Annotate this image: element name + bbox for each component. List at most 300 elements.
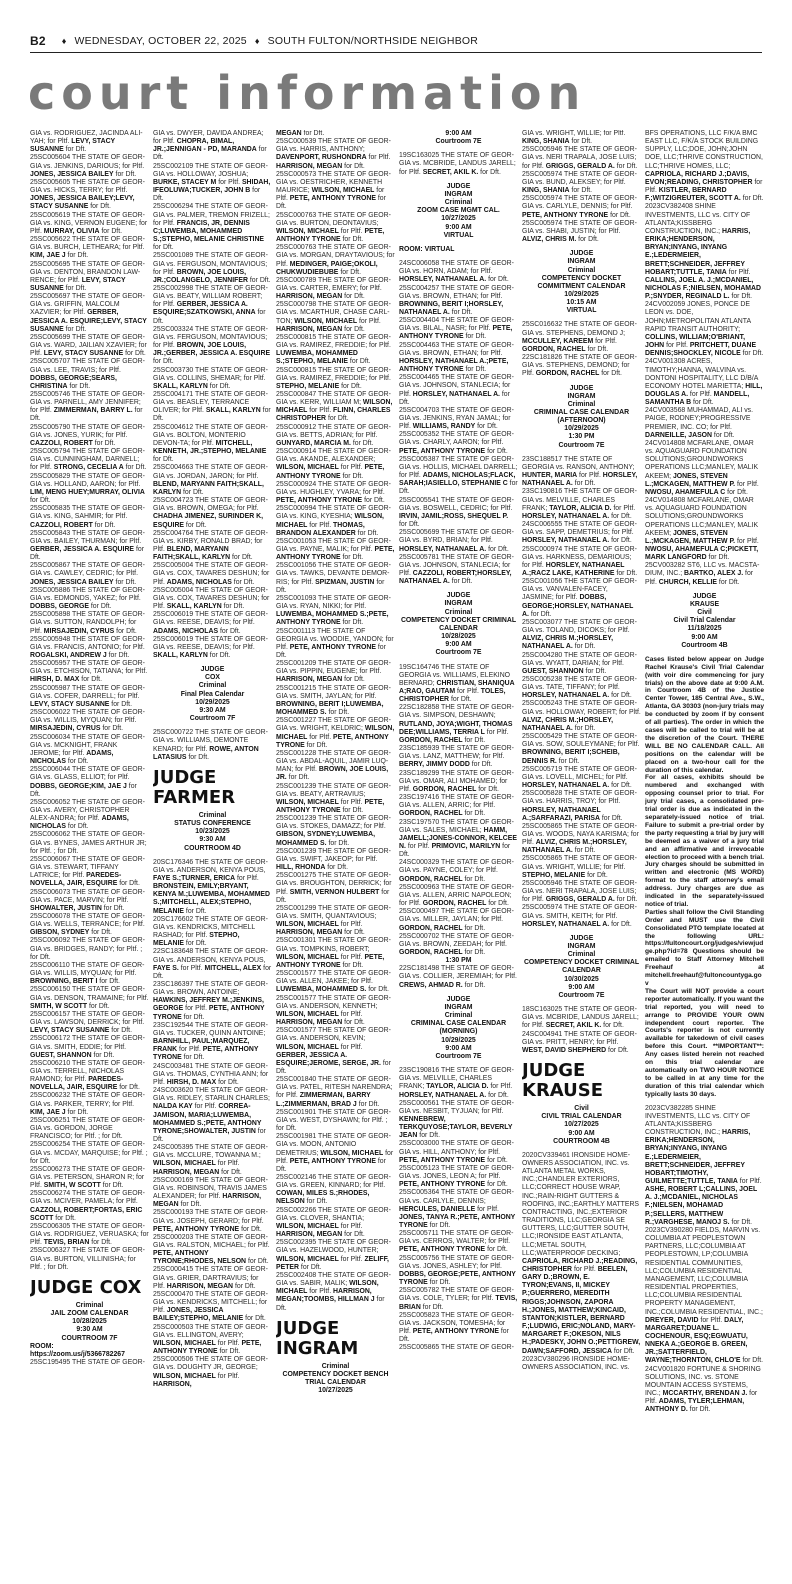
party-role: for Dft. — [231, 578, 255, 586]
party-role: for Pltf. — [577, 472, 603, 480]
case-text: 25SC001215 THE STATE OF GEOR-GIA vs. SMITH, JAYLAN; for Pltf. — [276, 684, 391, 700]
attorney-names: CAZZOLI, ROBERT — [30, 439, 93, 447]
party-role: for Dft. — [117, 880, 140, 888]
attorney-names: GERBER, JESSICA A. ESQUIRE;LEVY, STACY SUSANNE — [30, 309, 147, 333]
attorney-names: HORSLEY, NATHANAEL A. — [399, 276, 487, 284]
calendar-heading-line: 10/28/2025 — [441, 633, 476, 641]
party-role: for Dft. — [342, 929, 365, 937]
case-entry — [30, 856, 149, 889]
attorney-names: ADAMS, NICHOLAS — [30, 815, 129, 831]
case-text: 25SC005756 THE STATE OF GEOR-GIA vs. JONES, ASHLEY; for Pltf. — [399, 1254, 514, 1270]
case-entry — [30, 448, 149, 472]
case-entry — [276, 562, 395, 595]
attorney-names: SKALL, KARLYN — [153, 382, 208, 390]
attorney-names: GORDON, RACHEL — [412, 785, 477, 793]
party-role: for Dft. — [342, 293, 365, 301]
party-role: for Pltf. — [215, 1339, 242, 1347]
case-text: 25SC005946 THE STATE OF GEOR-GIA vs. NERI TRAPALA, JOSE LUIS; for Pltf. — [522, 146, 637, 170]
case-text: 25SC006092 THE STATE OF GEOR-GIA vs. BRIDGES, RANDY; for Pltf. ; for Dft. — [30, 937, 145, 961]
case-text: 25SC004663 THE STATE OF GEOR-GIA vs. JORDAN, JARON; for Pltf. — [153, 464, 268, 480]
party-role: for Pltf. — [215, 1160, 240, 1168]
attorney-names: SHOWALTER, JUSTIN — [30, 904, 102, 912]
attorney-names: JONES, STEVEN L.;MCKAGEN, MATTHEW P. — [645, 472, 736, 488]
calendar-heading-line: 10/27/2025 — [441, 215, 476, 223]
attorney-names: ROOM: VIRTUAL — [399, 245, 455, 253]
case-text: 25SC005829 THE STATE OF GEOR-GIA vs. HOLLAND, AARON; for Pltf. — [30, 472, 145, 488]
attorney-names: TOLES, CHRISTOPHER — [399, 688, 506, 704]
party-role: for Dft. — [706, 554, 730, 562]
party-role: for Pltf. — [484, 728, 509, 736]
calendar-heading-line: Criminal — [444, 608, 473, 616]
case-entry — [399, 933, 518, 957]
attorney-names: WILSON, MICHAEL — [276, 464, 339, 472]
case-text: 25SC001275 THE STATE OF GEOR-GIA vs. BROUGHTON, DERRICK; for Pltf. — [276, 872, 392, 896]
case-entry — [153, 203, 272, 252]
attorney-names: WILSON, MICHAEL — [276, 1043, 339, 1051]
case-entry — [153, 163, 272, 204]
party-role: for Dft. — [326, 839, 350, 847]
case-text: 24CV003568 MUHAMMAD, ALI vs. PAIGE, RODNEY;PROGRESSIVE PREMIER, INC. CO; for Pltf. — [645, 407, 753, 431]
case-text: 2023CV390280 FIELDS, MARVIN vs. COLUMBIA AT PEOPLESTOWN PARTNERS, LLC;COLUMBIA AT PEOPLESTOWN, LP;COLUMBIA RESIDENTIAL COMMUNITIES, LLC;COLUMBIA RESIDENTIAL MANAGEMENT, LLC;COLUMBIA RESIDENTIAL PROPERTIES, LLC;COLUMBIA RESIDENTIAL PROPERTY MANAGEMENT, INC.;COLUMBIA RESIDENTIAL, INC.; — [645, 1226, 763, 1316]
attorney-names: BROWNING, BERIT I;LUWEMBA, MOHAMMED S. — [276, 700, 384, 717]
party-role: for Dft. — [340, 806, 364, 814]
case-text: 23SC190816 THE STATE OF GEOR-GIA vs. MELVILLE, CHARLES FRANK; — [399, 1067, 514, 1091]
case-text: 25SC005987 THE STATE OF GEOR-GIA vs. COFER, DARRELL; for Pltf. — [30, 684, 145, 700]
party-role: for Pltf. — [688, 391, 714, 398]
party-role: for Dft. — [476, 785, 499, 793]
party-role: for Dft. — [342, 676, 365, 684]
party-role: for Dft. — [583, 667, 607, 675]
case-entry — [522, 676, 641, 700]
case-text: 24CV014808 MCFARLANE, OMAR vs. AQUAGUARD FOUNDATION SOLUTIONS;GROUNDWORKS OPERATIONS LLC;MANLEY, MALIK AKEEM; — [645, 439, 759, 480]
calendar-heading-line: Civil — [574, 1105, 589, 1113]
case-entry — [399, 1165, 518, 1189]
case-text: 25SC005790 THE STATE OF GEOR-GIA vs. JONES, YURIK; for Pltf. — [30, 423, 145, 439]
attorney-names: SMITH, W SCOTT — [30, 1002, 88, 1010]
attorney-names: CAZZOLI, ROBERT;HORSLEY, NATHANAEL A. — [399, 569, 512, 586]
case-text: 24SC003620 THE STATE OF GEOR-GIA vs. RIDLEY, STARLIN CHARLES; — [153, 1087, 270, 1103]
attorney-names: HILL, RHONDA — [276, 864, 326, 872]
case-entry — [399, 1312, 518, 1345]
calendar-heading-line: 10/29/2025 — [564, 290, 599, 298]
party-role: for Dft. — [53, 1214, 76, 1222]
party-role: for Dft. — [725, 488, 748, 496]
case-text: 24CV014808 MCFARLANE, OMAR vs. AQUAGUARD FOUNDATION SOLUTIONS;GROUNDWORKS OPERATIONS LLC;MANLEY, MALIK AKEEM; — [645, 497, 759, 537]
attorney-names: HORSLEY, NATHANAEL A. — [522, 692, 610, 700]
attorney-names: GUNYARD, MARCIA M. — [276, 439, 351, 447]
case-text: 25SC005974 THE STATE OF GEOR-GIA vs. SHABI, JUSTIN; for Pltf. — [522, 219, 637, 235]
case-text: 25SC004764 THE STATE OF GEOR-GIA vs. KIRBY, RONALD BRAD; for Pltf. — [153, 529, 268, 553]
attorney-names: GORDON, RACHEL — [399, 924, 463, 932]
party-role: for Pltf. — [664, 342, 690, 350]
attorney-names: GORDON, RACHEL — [422, 900, 487, 908]
party-role: for Pltf. — [307, 521, 334, 529]
party-role: for Dft. — [449, 308, 473, 316]
case-text: 25SC003324 THE STATE OF GEOR-GIA vs. FERGUSON, MONTAVIOUS; for Pltf. — [153, 325, 268, 350]
party-role: for Pltf. — [338, 464, 365, 472]
case-entry — [399, 1189, 518, 1230]
attorney-names: KIM, JAE J — [30, 1108, 66, 1116]
party-role: for Dft. — [247, 276, 271, 284]
attorney-names: WILSON, MICHAEL — [153, 1372, 216, 1380]
party-role: for Dft. — [340, 554, 364, 562]
attorney-names: BRONSTEIN, EMILY;BRYANT, KENYA M.;LUWEMBA, MOHAMMED S.;MITCHELL, ALEX;STEPHO, MELANIE — [153, 883, 271, 915]
party-role: for Dft. — [355, 529, 379, 537]
case-entry — [30, 766, 149, 799]
attorney-names: CORREA-JAMISON, MARIA;LUWEMBA, MOHAMMED S.;PETE, ANTHONY TYRONE;SHOWALTER, JUSTIN — [153, 1103, 262, 1135]
case-text: 25SC005898 THE STATE OF GEOR-GIA vs. SUTTON, RANDOLPH; for Pltf. — [30, 611, 145, 635]
case-entry — [30, 1247, 149, 1271]
case-entry — [276, 595, 395, 628]
case-text: 25SC005946 THE STATE OF GEOR-GIA vs. NERI TRAPALA, JOSE LUIS; for Pltf. — [522, 879, 637, 904]
case-text: 25SC005865 THE STATE OF GEOR-GIA vs. WOODS, NAYA KARISMA; for Pltf. — [522, 822, 639, 847]
calendar-heading-line: COMPETENCY DOCKET CRIMINAL CALENDAR — [523, 959, 640, 975]
attorney-names: SMITH, VERNON HULBERT — [289, 888, 380, 896]
calendar-heading-line: Civil Trial Calendar — [673, 617, 736, 625]
case-entry — [522, 1356, 641, 1372]
party-role: for Pltf. — [307, 733, 334, 741]
case-text: 25SC003730 THE STATE OF GEOR-GIA vs. COLLINS, SHEMAR; for Pltf. — [153, 366, 268, 382]
party-role: for Dft. — [92, 439, 116, 447]
case-text: 24SC006555 THE STATE OF GEOR-GIA vs. SAPP, DEMETRIUS; for Pltf. — [522, 521, 637, 537]
attorney-names: HARRISON, MEGAN — [276, 929, 343, 937]
case-text: 25SC006052 THE STATE OF GEOR-GIA vs. AVERY, CHRISTOPHER ALEX-ANDRA; for Pltf. — [30, 798, 145, 823]
case-entry — [30, 1117, 149, 1141]
party-role: for Pltf. — [276, 1149, 394, 1165]
attorney-names: WILSON, MICHAEL — [311, 187, 375, 195]
case-text: 25SC001209 THE STATE OF GEOR-GIA vs. PIPPIN, EUGENE; for Pltf. — [276, 660, 391, 676]
party-role: for Pltf. — [216, 178, 242, 186]
attorney-names: COWAN, MILES S.;RHODES, NELSON — [276, 1190, 370, 1206]
attorney-names: HAMM, JAMELL;JONES-CONNOR, KELCEE N. — [399, 826, 517, 850]
party-role: for Dft. — [687, 1406, 711, 1414]
attorney-names: PETE, ANTHONY TYRONE — [276, 227, 385, 244]
calendar-heading-line: 10/30/2025 — [564, 975, 599, 983]
party-role: for Dft. — [88, 603, 112, 611]
case-text: 25SC005605 THE STATE OF GEOR-GIA vs. HICKS, TERRY; for Pltf. — [30, 178, 145, 195]
attorney-names: DARNEILLE, JASON — [645, 431, 712, 439]
case-entry — [30, 937, 149, 961]
calendar-heading-line: Criminal — [567, 400, 596, 408]
party-role: for Dft. — [350, 439, 374, 447]
calendar-heading-line: Criminal — [321, 1362, 350, 1370]
calendar-heading-line: 10/29/2025 — [564, 425, 599, 433]
party-role: for Dft. — [219, 1168, 242, 1176]
attorney-names: LIM, MENG HUEY;MURRAY, OLIVIA — [30, 488, 145, 496]
calendar-heading-line: Final Plea Calendar — [180, 690, 245, 698]
case-entry — [30, 734, 149, 767]
case-entry — [645, 497, 764, 562]
case-text: 25SC005352 THE STATE OF GEOR-GIA vs. CHARLY, AARON; for Pltf. — [399, 431, 514, 447]
case-entry — [276, 138, 395, 171]
attorney-names: HARRISON, — [153, 1380, 192, 1388]
party-role: for Dft. — [207, 652, 231, 659]
attorney-names: SKALL, KARLYN — [166, 603, 222, 611]
attorney-names: PAREDES-NOVELLA, JAIR, ESQUIRE — [30, 872, 122, 888]
attorney-names: IRVIN, JAMIL;ROSS, SHEQUEL P. — [399, 512, 509, 520]
attorney-names: WILSON, MICHAEL — [153, 1160, 216, 1168]
party-role: for Dft. — [153, 244, 174, 252]
case-text: 25SC005604 THE STATE OF GEOR-GIA vs. JENKINS, DARIOUS; for Pltf. — [30, 154, 145, 170]
attorney-names: HARRISON, MEGAN — [276, 1231, 343, 1239]
attorney-names: TEVIS, BRIAN — [43, 1239, 90, 1247]
attorney-names: LUWEMBA, MOHAMMED S. — [276, 986, 367, 994]
case-entry — [30, 473, 149, 506]
calendar-heading-line: COURTROOM 4D — [184, 844, 241, 852]
attorney-names: WILLIAMS, RANDY — [412, 423, 476, 431]
calendar-heading-line: COMPETENCY DOCKET COMMITMENT CALENDAR — [537, 274, 626, 290]
calendar-heading-line: 1:30 PM — [445, 957, 472, 965]
calendar-heading-line: COMPETENCY DOCKET CRIMINAL CALENDAR — [400, 616, 517, 632]
party-role: for Dft. — [153, 187, 261, 203]
party-role: for Dft. — [585, 345, 609, 353]
attorney-names: KING, SHANIA — [522, 138, 570, 146]
case-entry — [153, 424, 272, 465]
calendar-heading-line: 10/29/2025 — [441, 1036, 476, 1044]
case-entry — [30, 530, 149, 563]
diamond-icon: ♦ — [254, 36, 260, 46]
party-role: for Dft. — [233, 1282, 256, 1290]
case-text: 25SC006034 THE STATE OF GEOR-GIA vs. MCKNIGHT, FRANK JEROME; for Pltf. — [30, 733, 145, 757]
case-text: 25SC001577 THE STATE OF GEOR-GIA vs. ANDERSON, KEVIN; — [276, 1027, 391, 1043]
party-role: for Pltf. — [338, 1222, 363, 1230]
case-text: BFS OPERATIONS, LLC F/K/A BMC EAST LLC, F/K/A STOCK BUILDING SUPPLY, LLC;DOE, JOHN;JOHN DOE, LLC;THRIVE CONSTRUCTION, LLC;THRIVE HOMES, LLC; — [645, 130, 763, 170]
case-text: 25SC001056 THE STATE OF GEOR-GIA vs. VANVALEN-FACEY, JASMINE; for Pltf. — [522, 578, 637, 602]
attorney-names: PETE, ANTHONY TYRONE — [153, 1339, 262, 1356]
attorney-names: GERBER, JESSICA A. ESQUIRE;SZATKOWSKI, ANNA — [153, 301, 256, 317]
party-role: for Dft. — [342, 1231, 365, 1239]
attorney-names: STEPHO, MELANIE — [153, 932, 240, 948]
party-role: for Dft. — [462, 949, 486, 956]
party-role: for Pltf. — [338, 1010, 363, 1018]
calendar-heading-line: 10/27/2025 — [318, 1387, 353, 1395]
case-entry — [153, 1022, 272, 1063]
column-4 — [399, 130, 518, 1570]
case-text: GIA vs. WRIGHT, WILLIE; for Pltf. — [522, 130, 626, 137]
party-role: for Pltf. — [611, 504, 636, 512]
case-entry — [399, 246, 518, 254]
case-text: 25SC000994 THE STATE OF GEOR-GIA vs. KING, KYESHIA; — [276, 505, 391, 521]
attorney-names: CALLINS, JOEL A. J.;MCDANIEL, NICHOLAS F.;NIELSEN, MOHAMAD P.;SNYDER, REGINALD L. — [645, 276, 761, 301]
party-role: for Dft. — [113, 170, 137, 178]
case-text: 25SC000815 THE STATE OF GEOR-GIA vs. RAMIREZ, FREDDIE; for Pltf. — [276, 333, 391, 350]
case-entry — [522, 578, 641, 619]
calendar-heading-line: JUDGE — [446, 995, 471, 1003]
case-text: 20SC176346 THE STATE OF GEOR-GIA vs. ANDERSON, KENYA POUS, — [153, 858, 268, 874]
attorney-names: BROWNING, BERIT I;HORSLEY, NATHANAEL A. — [399, 300, 504, 316]
judge-heading: JUDGE KRAUSE — [522, 1060, 604, 1102]
party-role: for Dft. — [117, 1084, 140, 1092]
case-entry — [153, 285, 272, 326]
party-role: for Dft. — [298, 1263, 322, 1271]
attorney-names: PAREDES-NOVELLA, JAIR, ESQUIRE — [30, 1076, 124, 1092]
judge-heading: JUDGE COX — [30, 1276, 142, 1298]
case-entry — [153, 859, 272, 916]
party-role: for Pltf. — [183, 1005, 209, 1013]
party-role: for Pltf. — [645, 1390, 758, 1406]
case-text: 25SC016632 THE STATE OF GEOR-GIA vs. STEPHENS, DEMOND J; — [522, 321, 637, 337]
case-text: 20SC176602 THE STATE OF GEOR-GIA vs. KENDRICKS, MITCHELL RASHAD; for Pltf. — [153, 915, 268, 940]
calendar-heading-line: Criminal — [198, 682, 227, 690]
party-role: for Dft. — [342, 162, 365, 170]
case-text: 25SC005695 THE STATE OF GEOR-GIA vs. DENTON, BRANDON LAW-RENCE; for Pltf. — [30, 260, 145, 284]
case-text: 25SC005828 THE STATE OF GEOR-GIA vs. HARRIS, TROY; for Pltf. — [522, 790, 637, 806]
attorney-names: HERCULES, DANIELLE — [399, 1205, 476, 1213]
attorney-names: HARRIS, ERIKA;HENDERSON, BRYAN;INYANG, INYANG E.;LEDERMEIER, BRETT;SCHNEIDER, JEFFREY HOBART;TIMOTHY, GUILMETTE;TUTTLE, TANIA — [645, 1129, 751, 1185]
case-entry — [30, 1223, 149, 1247]
case-text: 25SC005697 THE STATE OF GEOR-GIA vs. GRIFFIN, MALCOLM XAZVIER; for Pltf. — [30, 293, 145, 317]
case-entry — [30, 358, 149, 391]
case-text: 25SC001577 THE STATE OF GEOR-GIA vs. ANDERSON, KENNETH; — [276, 994, 391, 1010]
case-text: 25SC000470 THE STATE OF GEOR-GIA vs. KENDRICKS, MITCHELL; for Pltf. — [153, 1290, 268, 1315]
case-text: 25SC005387 THE STATE OF GEOR-GIA vs. HOLLIS, MICHAEL DARRELL; for Pltf. — [399, 455, 518, 480]
case-entry — [645, 1105, 764, 1227]
attorney-names: BROWNING, BERIT I — [30, 978, 98, 986]
case-entry — [30, 962, 149, 986]
case-text: 25SC000914 THE STATE OF GEOR-GIA vs. AKANDE, ALEXANDER; — [276, 448, 391, 464]
case-entry — [522, 1031, 641, 1055]
case-entry — [399, 745, 518, 769]
notice-paragraph: For all cases, exhibits should be numbered and exchanged with opposing counsel prior to trial. For jury trial cases, a consolidated pre-trial order is due as indicated in the separately-issued notice of trial. Failure to submit a pre-trial order by the party requesting a trial by jury will be deemed as a waiver of a jury trial and an affirmative and irrevocable election to proceed with a bench trial. Jury charges should be submitted in written and electronic (MS WORD) format to the staff attorney's email address. Jury charges are due as indicated in the separately-issued notice of trial. — [645, 774, 764, 908]
case-text: 23SC192544 THE STATE OF GEOR-GIA vs. TUCKER, QUINN ANTOINE; — [153, 1021, 268, 1037]
case-text: 25SC004723 THE STATE OF GEOR-GIA vs. BROWN, OMEGA; for Pltf. — [153, 497, 268, 513]
attorney-names: SECRET, AKIL K. — [422, 168, 479, 176]
attorney-names: HORSLEY, NATHANAEL A. — [522, 512, 610, 520]
case-entry — [522, 1006, 641, 1030]
attorney-names: JONES, TANYA R.;PETE, ANTHONY TYRONE — [399, 1213, 516, 1229]
party-role: for Dft. — [106, 652, 130, 659]
party-role: for Dft. — [342, 325, 365, 333]
attorney-names: STEPHO, MELANIE — [276, 382, 340, 390]
attorney-names: DOBBS, GEORGE;HORSLEY, NATHANAEL A. — [522, 594, 634, 618]
case-entry — [522, 546, 641, 579]
party-role: for Dft. — [153, 1127, 266, 1143]
party-role: for Dft. — [478, 168, 501, 176]
page-number: B2 — [30, 34, 46, 48]
party-role: for Pltf. — [178, 964, 205, 972]
column-3 — [276, 130, 395, 1570]
party-role: for Dft. — [486, 900, 509, 908]
case-entry — [276, 424, 395, 448]
attorney-names: PRIMOVIC, MARILYN — [431, 842, 501, 850]
attorney-names: HARRISON, MEGAN — [276, 1019, 343, 1027]
case-text: 24SC005395 THE STATE OF GEOR-GIA vs. MCCLURE, TOWANNA M.; — [153, 1144, 268, 1160]
party-role: for Dft. — [89, 1239, 112, 1247]
party-role: for Dft. — [326, 415, 349, 423]
case-text: 23SC188517 THE STATE OF GEORGIA vs. RANSON, ANTHONY; — [522, 455, 635, 471]
calendar-heading-line: JUDGE — [569, 934, 594, 942]
case-entry — [645, 203, 764, 301]
case-entry — [30, 505, 149, 529]
case-entry — [645, 1227, 764, 1366]
attorney-names: KISTLER, BERNARD F.;WITZIGREUTER, SCOTT A. — [645, 187, 741, 203]
party-role: for Dft. — [729, 1218, 753, 1226]
party-role: for Pltf. — [338, 1043, 363, 1051]
case-entry — [522, 904, 641, 928]
party-role: for Dft. — [449, 578, 473, 586]
attorney-names: THOMAS, BRANDON ALEXANDER — [276, 521, 365, 537]
calendar-heading-line: 9:00 AM — [568, 983, 595, 991]
case-text: 25SC002998 THE STATE OF GEOR-GIA vs. BEATY, WILLIAM ROBERT; for Pltf. — [153, 284, 268, 309]
party-role: for Dft. — [420, 1303, 444, 1311]
judge-heading: JUDGE FARMER — [153, 766, 236, 808]
case-entry — [645, 301, 764, 358]
case-entry — [276, 660, 395, 684]
attorney-names: BROWN, JOE LOUIS, JR. — [276, 766, 389, 782]
case-entry — [276, 1109, 395, 1133]
calendar-heading-line: 9:30 AM — [76, 1326, 103, 1334]
case-text: 25SC005865 THE STATE OF GEOR- — [399, 1344, 514, 1352]
calendar-heading-line: Criminal — [75, 1301, 104, 1309]
case-text: 25SC001577 THE STATE OF GEOR-GIA vs. ALLEN, JAKEE; for Pltf. — [276, 970, 391, 986]
party-role: for Dft. — [356, 1100, 380, 1108]
case-entry — [276, 391, 395, 424]
case-entry — [399, 1067, 518, 1100]
party-role: for Dft. — [716, 578, 740, 586]
attorney-names: CHURCH, KELLIE — [658, 578, 717, 586]
case-entry — [153, 391, 272, 424]
case-text: 25SC000924 THE STATE OF GEOR-GIA vs. HUGHLEY, YVARA; for Pltf. — [276, 480, 391, 496]
column-6 — [645, 130, 764, 1570]
case-text: 25SC000539 THE STATE OF GEOR-GIA vs. HARRIS, ANTHONY; — [276, 138, 391, 154]
attorney-names: GORDON, RACHEL — [535, 370, 600, 378]
case-entry — [30, 1035, 149, 1059]
attorney-names: CHADHA JIMENEZ, SURINDER K, ESQUIRE — [153, 513, 264, 529]
party-role: for Dft. — [114, 627, 137, 635]
case-text: 25SC005429 THE STATE OF GEOR-GIA vs. SOW, SOULEYMANE; for Pltf. — [522, 733, 640, 749]
case-text: 25SC000763 THE STATE OF GEOR-GIA vs. BURTON, DEONTAVIUS; — [276, 211, 391, 227]
attorney-names: HORSLEY, NATHANAEL A. — [399, 1091, 487, 1099]
party-role: for Pltf. — [735, 480, 759, 488]
case-text: 25SC005699 THE STATE OF GEOR-GIA vs. BYRD, BRIAN; for Pltf. — [399, 529, 514, 545]
party-role: for Dft. — [63, 325, 87, 333]
party-role: for Dft. — [340, 472, 364, 480]
calendar-heading-line: 10/28/2025 — [72, 1318, 107, 1326]
attorney-names: FLINN, CHARLES CHRISTOPHER — [276, 407, 391, 423]
case-entry — [276, 750, 395, 783]
case-entry — [522, 220, 641, 244]
case-text: 25SC006078 THE STATE OF GEOR-GIA vs. WELLS, TERRANCE; for Pltf. — [30, 913, 145, 929]
case-text: 25SC001301 THE STATE OF GEOR-GIA vs. TOMPKINS, ROBERT; — [276, 937, 391, 953]
party-role: for Dft. — [569, 138, 593, 146]
party-role: for Dft. — [399, 521, 420, 529]
case-text: 25SC001840 THE STATE OF GEOR-GIA vs. PATEL, RITESH NARENDRA; for Pltf. — [276, 1076, 393, 1100]
calendar-heading-line: COURTROOM 4B — [553, 1137, 610, 1145]
attorney-names: ADAMS, TYLER;LEHMAN, ANTHONY D. — [645, 1398, 745, 1414]
attorney-names: LEVY, STACY SUSANNE — [30, 276, 126, 292]
attorney-names: HARRISON, MEGAN — [153, 1193, 261, 1209]
party-role: for Dft. — [63, 146, 87, 154]
case-entry — [30, 889, 149, 913]
party-role: for Dft. — [556, 757, 580, 765]
party-role: for Dft. — [740, 195, 764, 203]
party-role: for Dft. — [88, 203, 111, 211]
case-text: 25SC005711 THE STATE OF GEOR-GIA vs. CERROS, WALTER; for Pltf. — [399, 1230, 514, 1246]
attorney-names: ZIMMERMAN, BARRY L. — [53, 407, 133, 415]
calendar-heading-line: 10/29/2025 — [195, 698, 230, 706]
party-role: for Dft. — [184, 521, 207, 529]
attorney-names: MANDELL, SAMANTHA B — [645, 391, 750, 407]
calendar-heading-line: Courtroom 7E — [558, 441, 605, 449]
calendar-heading-line: Civil — [697, 609, 712, 617]
attorney-names: ALVIZ, CHRIS M.;HORSLEY, NATHANAEL A. — [522, 716, 613, 732]
party-role: for Dft. — [109, 1027, 132, 1035]
calendar-heading-line: VIRTUAL — [566, 307, 597, 315]
case-entry — [30, 611, 149, 635]
party-role: for Dft. — [153, 964, 272, 980]
attorney-names: PETE, ANTHONY TYRONE — [289, 195, 376, 203]
case-entry — [399, 1287, 518, 1311]
